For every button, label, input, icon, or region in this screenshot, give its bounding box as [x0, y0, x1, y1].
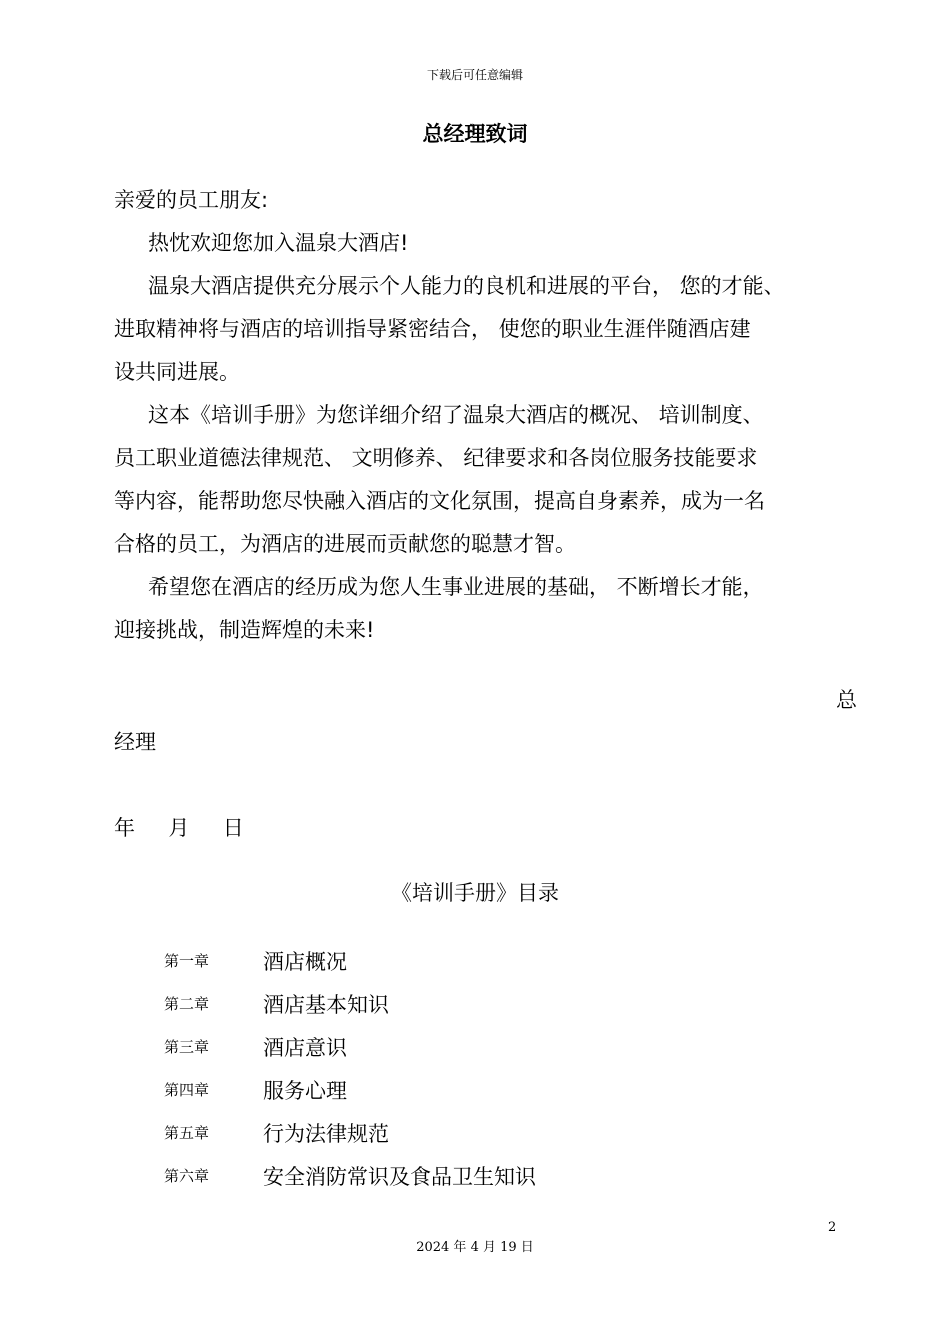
toc-chapter-label: 第五章	[164, 1124, 210, 1142]
toc-chapter-name: 酒店概况	[263, 949, 347, 974]
letter-line: 希望您在酒店的经历成为您人生事业进展的基础， 不断增长才能，	[148, 575, 764, 599]
toc-item	[164, 1111, 389, 1154]
letter-line: 合格的员工，为酒店的进展而贡献您的聪慧才智。	[114, 532, 576, 556]
letter-line: 设共同进展。	[114, 360, 240, 384]
signature-part-1: 总	[836, 688, 857, 712]
toc-chapter-label: 第六章	[164, 1167, 210, 1185]
footer-date: 2024 年 4 月 19 日	[416, 1240, 534, 1255]
toc-item	[164, 1025, 347, 1068]
toc-chapter-name: 酒店基本知识	[263, 992, 389, 1017]
toc-item	[164, 1068, 347, 1111]
toc-item	[164, 1154, 536, 1197]
toc-item	[164, 939, 347, 982]
letter-line: 等内容，能帮助您尽快融入酒店的文化氛围，提高自身素养，成为一名	[114, 489, 765, 513]
letter-line: 员工职业道德法律规范、 文明修养、 纪律要求和各岗位服务技能要求	[114, 446, 758, 470]
letter-line: 温泉大酒店提供充分展示个人能力的良机和进展的平台， 您的才能、	[148, 274, 785, 298]
page-number: 2	[828, 1220, 837, 1235]
toc-item	[164, 982, 389, 1025]
toc-chapter-name: 安全消防常识及食品卫生知识	[263, 1164, 536, 1189]
toc-chapter-name: 服务心理	[263, 1078, 347, 1103]
toc-title: 《培训手册》目录	[391, 881, 559, 905]
signature-part-2: 经理	[114, 730, 156, 754]
page-title: 总经理致词	[422, 122, 528, 146]
letter-line: 进取精神将与酒店的培训指导紧密结合， 使您的职业生涯伴随酒店建	[114, 317, 751, 341]
toc-chapter-label: 第一章	[164, 952, 210, 970]
signature-date: 年 月 日	[114, 816, 244, 840]
toc-chapter-label: 第二章	[164, 995, 210, 1013]
toc-chapter-label: 第三章	[164, 1038, 210, 1056]
toc-chapter-name: 酒店意识	[263, 1035, 347, 1060]
toc-chapter-label: 第四章	[164, 1081, 210, 1099]
letter-line: 这本《培训手册》为您详细介绍了温泉大酒店的概况、 培训制度、	[148, 403, 764, 427]
toc-chapter-name: 行为法律规范	[263, 1121, 389, 1146]
header-note: 下载后可任意编辑	[426, 68, 523, 82]
letter-greeting: 亲爱的员工朋友:	[114, 188, 269, 212]
letter-line: 热忱欢迎您加入温泉大酒店!	[148, 231, 409, 255]
letter-line: 迎接挑战，制造辉煌的未来!	[114, 618, 375, 642]
